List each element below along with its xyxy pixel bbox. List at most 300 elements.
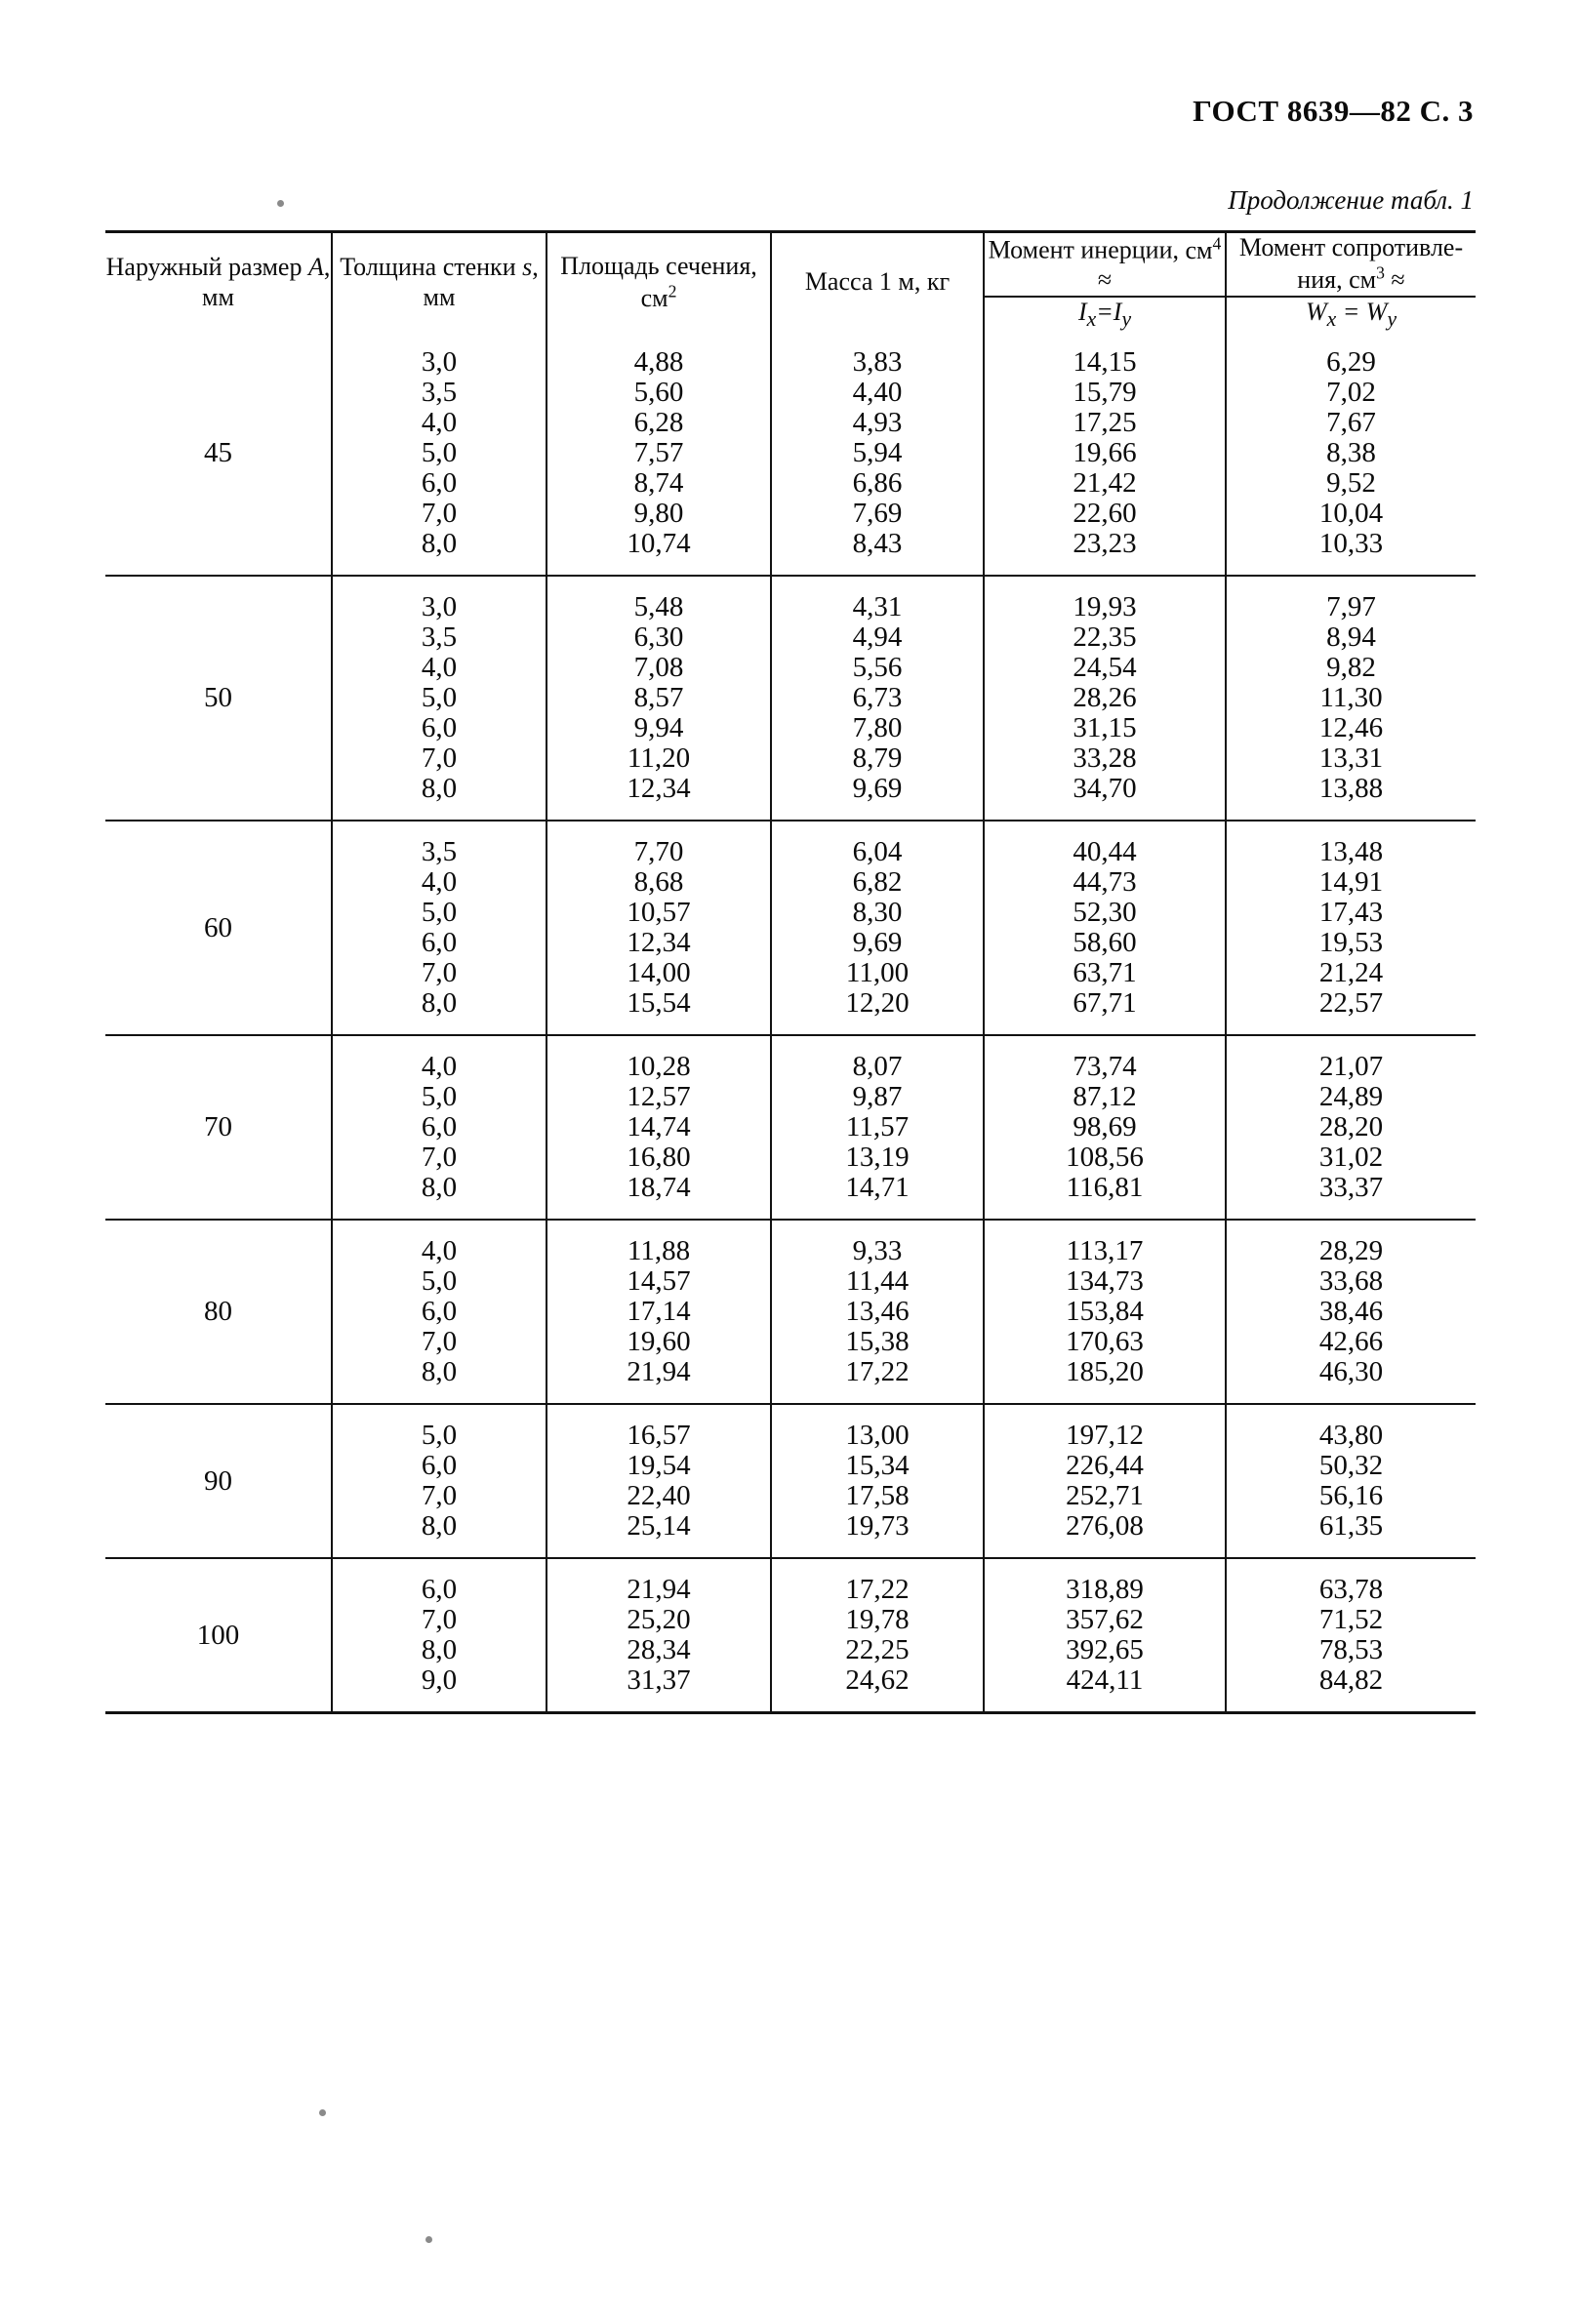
cell-moment-inertia: 276,08 [984,1511,1226,1542]
cell-mass: 19,73 [771,1511,984,1542]
group-spacer [105,1035,1476,1052]
cell-moment-resistance: 33,37 [1318,1172,1384,1204]
cell-moment-resistance: 6,29 [1326,346,1376,379]
cell-wall-thickness: 4,0 [332,867,547,898]
cell-moment-resistance: 46,30 [1318,1356,1384,1388]
cell-mass: 8,43 [771,529,984,559]
col-header-mass-line2: кг [926,267,951,297]
spacer-cell [771,821,984,837]
spacer-cell [1226,1220,1476,1236]
cell-mass: 22,25 [771,1635,984,1665]
group-size-60 [105,821,1476,1035]
spacer-cell [332,332,547,347]
group-size-70 [105,1035,1476,1220]
cell-moment-inertia: 44,73 [984,867,1226,898]
cell-wall-thickness: 5,0 [332,1266,547,1297]
group-spacer [105,1220,1476,1236]
cell-mass: 6,73 [771,683,984,713]
cell-section-area: 5,60 [547,378,771,408]
cell-wall-thickness: 3,5 [332,837,547,867]
cell-moment-resistance: 22,57 [1318,987,1384,1020]
cell-mass: 4,31 [771,592,984,622]
spacer-cell [984,1387,1226,1404]
cell-moment-resistance: 21,24 [1318,957,1384,989]
spacer-cell [547,1404,771,1421]
cell-wall-thickness: 5,0 [332,1082,547,1112]
cell-wall-thickness: 6,0 [332,1297,547,1327]
cell-moment-resistance: 13,88 [1318,773,1384,805]
cell-wall-thickness: 5,0 [332,438,547,468]
spacer-cell [332,1558,547,1575]
cell-moment-inertia: 33,28 [984,743,1226,774]
cell-moment-resistance: 9,82 [1326,652,1376,684]
spacer-cell [332,576,547,592]
cell-moment-resistance: 33,68 [1318,1265,1384,1298]
spacer-cell [984,1203,1226,1220]
cell-wall-thickness: 8,0 [332,988,547,1019]
spacer-cell [984,804,1226,821]
spacer-cell [771,1203,984,1220]
cell-moment-inertia: 63,71 [984,958,1226,988]
spacer-cell [984,1035,1226,1052]
spacer-cell [332,1019,547,1035]
cell-mass: 3,83 [771,347,984,378]
cell-section-area: 16,80 [547,1142,771,1173]
cell-mass: 14,71 [771,1173,984,1203]
cell-moment-resistance: 11,30 [1319,682,1383,714]
spacer-cell [1226,1542,1476,1558]
cell-moment-inertia: 28,26 [984,683,1226,713]
specs-table-container [105,230,1476,1717]
cell-mass: 5,56 [771,653,984,683]
col-header-wall-thickness [332,232,547,333]
cell-moment-inertia: 357,62 [984,1605,1226,1635]
spacer-cell [1226,804,1476,821]
group-size-100 [105,1558,1476,1713]
spacer-cell [547,1203,771,1220]
cell-moment-inertia: 58,60 [984,928,1226,958]
cell-moment-inertia: 24,54 [984,653,1226,683]
col-header-moment-resistance [1226,232,1476,298]
cell-mass: 24,62 [771,1665,984,1696]
cell-section-area: 12,34 [547,928,771,958]
cell-section-area: 21,94 [547,1357,771,1387]
cell-mass: 11,44 [771,1266,984,1297]
cell-wall-thickness: 4,0 [332,653,547,683]
group-size-90 [105,1404,1476,1558]
spacer-cell [771,1035,984,1052]
cell-mass: 11,00 [771,958,984,988]
cell-moment-inertia: 134,73 [984,1266,1226,1297]
cell-moment-resistance: 13,48 [1318,836,1384,868]
cell-wall-thickness: 8,0 [332,774,547,804]
col-header-moment-resistance-line2: сопротивле- [1331,233,1464,261]
cell-section-area: 25,14 [547,1511,771,1542]
spacer-cell [984,1558,1226,1575]
cell-moment-inertia: 73,74 [984,1052,1226,1082]
cell-mass: 17,58 [771,1481,984,1511]
cell-wall-thickness: 8,0 [332,1173,547,1203]
cell-wall-thickness: 8,0 [332,1635,547,1665]
spacer-cell [332,1035,547,1052]
cell-section-area: 9,94 [547,713,771,743]
cell-mass: 11,57 [771,1112,984,1142]
cell-section-area: 11,20 [547,743,771,774]
cell-mass: 8,07 [771,1052,984,1082]
spacer-cell [771,1387,984,1404]
cell-moment-inertia: 170,63 [984,1327,1226,1357]
cell-moment-resistance: 78,53 [1318,1634,1384,1666]
cell-moment-resistance: 71,52 [1318,1604,1384,1636]
cell-section-area: 6,28 [547,408,771,438]
cell-wall-thickness: 9,0 [332,1665,547,1696]
spacer-cell [1226,1696,1476,1713]
cell-moment-inertia: 226,44 [984,1451,1226,1481]
cell-moment-resistance: 24,89 [1318,1081,1384,1113]
col-header-moment-resistance-line1: Момент [1238,233,1326,261]
cell-mass: 9,33 [771,1236,984,1266]
cell-section-area: 19,60 [547,1327,771,1357]
cell-section-area: 12,34 [547,774,771,804]
cell-moment-resistance: 21,07 [1318,1051,1384,1083]
cell-wall-thickness: 3,5 [332,378,547,408]
cell-wall-thickness: 4,0 [332,1236,547,1266]
cell-section-area: 9,80 [547,499,771,529]
spacer-cell [984,1220,1226,1236]
spacer-cell [771,332,984,347]
cell-section-area: 17,14 [547,1297,771,1327]
cell-moment-inertia: 98,69 [984,1112,1226,1142]
cell-moment-resistance: 50,32 [1318,1450,1384,1482]
spacer-cell [1226,559,1476,576]
spacer-cell [547,1387,771,1404]
spacer-cell [332,559,547,576]
col-header-section-area-line2: сечения, $см^2$ [640,251,757,312]
cell-wall-thickness: 6,0 [332,928,547,958]
cell-wall-thickness: 7,0 [332,958,547,988]
spacer-cell [984,821,1226,837]
cell-moment-inertia: 392,65 [984,1635,1226,1665]
cell-moment-inertia: 185,20 [984,1357,1226,1387]
cell-moment-inertia: 19,66 [984,438,1226,468]
cell-moment-resistance: 56,16 [1318,1480,1384,1512]
scan-speck [319,2109,326,2116]
cell-outer-size: 80 [105,1220,332,1404]
cell-moment-inertia: 87,12 [984,1082,1226,1112]
col-header-moment-inertia-line1: Момент [988,235,1074,264]
cell-mass: 7,69 [771,499,984,529]
cell-moment-resistance: 31,02 [1318,1142,1384,1174]
col-header-symbol-inertia [984,297,1226,332]
cell-mass: 8,79 [771,743,984,774]
cell-mass: 9,87 [771,1082,984,1112]
cell-moment-inertia: 22,60 [984,499,1226,529]
spacer-cell [771,559,984,576]
cell-moment-inertia: 113,17 [984,1236,1226,1266]
cell-section-area: 10,74 [547,529,771,559]
cell-section-area: 19,54 [547,1451,771,1481]
cell-moment-inertia: 252,71 [984,1481,1226,1511]
spacer-cell [984,332,1226,347]
spacer-cell [547,332,771,347]
spacer-cell [547,576,771,592]
cell-moment-inertia: 52,30 [984,898,1226,928]
cell-mass: 6,86 [771,468,984,499]
cell-section-area: 14,57 [547,1266,771,1297]
cell-section-area: 22,40 [547,1481,771,1511]
spacer-cell [547,1220,771,1236]
col-header-wall-thickness-line2: стенки s, мм [423,252,539,311]
cell-section-area: 8,68 [547,867,771,898]
table-head [105,232,1476,333]
cell-wall-thickness: 8,0 [332,1511,547,1542]
cell-moment-inertia: 153,84 [984,1297,1226,1327]
cell-mass: 4,93 [771,408,984,438]
cell-mass: 6,04 [771,837,984,867]
spacer-cell [1226,332,1476,347]
cell-mass: 17,22 [771,1575,984,1605]
spacer-cell [1226,1558,1476,1575]
spacer-cell [547,559,771,576]
group-spacer [105,1404,1476,1421]
cell-section-area: 25,20 [547,1605,771,1635]
spacer-cell [547,1019,771,1035]
specs-table [105,230,1476,1717]
group-spacer [105,576,1476,592]
cell-moment-inertia: 34,70 [984,774,1226,804]
spacer-cell [984,1696,1226,1713]
cell-moment-resistance: 42,66 [1318,1326,1384,1358]
spacer-cell [771,1696,984,1713]
spacer-cell [332,1220,547,1236]
cell-section-area: 7,70 [547,837,771,867]
spacer-cell [984,576,1226,592]
cell-moment-inertia: 40,44 [984,837,1226,867]
cell-section-area: 21,94 [547,1575,771,1605]
spacer-cell [984,559,1226,576]
col-header-moment-inertia-line2: инерции, [1080,235,1180,264]
cell-moment-resistance: 7,67 [1326,407,1376,439]
cell-moment-inertia: 19,93 [984,592,1226,622]
spacer-cell [984,1404,1226,1421]
cell-moment-inertia: 108,56 [984,1142,1226,1173]
cell-wall-thickness: 3,0 [332,347,547,378]
spacer-cell [771,1019,984,1035]
cell-section-area: 18,74 [547,1173,771,1203]
spacer-cell [332,1542,547,1558]
cell-section-area: 10,57 [547,898,771,928]
cell-moment-inertia: 424,11 [984,1665,1226,1696]
spacer-cell [1226,1404,1476,1421]
cell-moment-resistance: 8,94 [1326,621,1376,654]
cell-moment-resistance: 10,33 [1318,528,1384,560]
spacer-cell [984,1542,1226,1558]
spacer-cell [771,1558,984,1575]
cell-section-area: 8,57 [547,683,771,713]
cell-wall-thickness: 3,0 [332,592,547,622]
spacer-cell [771,1220,984,1236]
group-size-80 [105,1220,1476,1404]
cell-wall-thickness: 7,0 [332,499,547,529]
spacer-cell [1226,1035,1476,1052]
cell-mass: 4,40 [771,378,984,408]
cell-wall-thickness: 6,0 [332,713,547,743]
cell-moment-inertia: 21,42 [984,468,1226,499]
cell-section-area: 7,57 [547,438,771,468]
cell-moment-inertia: 15,79 [984,378,1226,408]
scan-speck [425,2236,432,2243]
spacer-cell [1226,1019,1476,1035]
cell-section-area: 28,34 [547,1635,771,1665]
cell-wall-thickness: 5,0 [332,1421,547,1451]
cell-section-area: 14,00 [547,958,771,988]
cell-section-area: 12,57 [547,1082,771,1112]
cell-section-area: 4,88 [547,347,771,378]
spacer-cell [984,1019,1226,1035]
cell-moment-resistance: 43,80 [1318,1420,1384,1452]
cell-moment-resistance: 19,53 [1318,927,1384,959]
col-header-mass [771,232,984,333]
table-head-row-main [105,232,1476,298]
cell-moment-inertia: 22,35 [984,622,1226,653]
cell-mass: 13,46 [771,1297,984,1327]
cell-moment-resistance: 9,52 [1326,467,1376,500]
cell-moment-resistance: 28,29 [1318,1235,1384,1267]
cell-moment-resistance: 28,20 [1318,1111,1384,1143]
cell-moment-inertia: 197,12 [984,1421,1226,1451]
cell-mass: 9,69 [771,928,984,958]
cell-wall-thickness: 7,0 [332,1142,547,1173]
cell-wall-thickness: 5,0 [332,898,547,928]
cell-wall-thickness: 3,5 [332,622,547,653]
cell-section-area: 11,88 [547,1236,771,1266]
cell-mass: 19,78 [771,1605,984,1635]
group-size-45 [105,332,1476,576]
symbol-ix-iy: $I_x=I_y$ [1077,298,1132,332]
spacer-cell [547,1558,771,1575]
spacer-cell [1226,1387,1476,1404]
col-header-moment-inertia-line3: $см^4$ ≈ [1097,233,1222,295]
cell-mass: 15,38 [771,1327,984,1357]
symbol-wx-wy: $W_x = W_y$ [1305,298,1397,332]
cell-moment-inertia: 23,23 [984,529,1226,559]
spacer-cell [771,1404,984,1421]
cell-section-area: 31,37 [547,1665,771,1696]
col-header-outer-size-line1: Наружный [105,252,223,281]
spacer-cell [547,821,771,837]
spacer-cell [332,821,547,837]
spacer-cell [1226,821,1476,837]
spacer-cell [547,1542,771,1558]
cell-section-area: 6,30 [547,622,771,653]
cell-mass: 15,34 [771,1451,984,1481]
cell-moment-resistance: 12,46 [1318,712,1384,744]
cell-section-area: 10,28 [547,1052,771,1082]
cell-section-area: 15,54 [547,988,771,1019]
cell-mass: 7,80 [771,713,984,743]
cell-wall-thickness: 7,0 [332,1327,547,1357]
cell-wall-thickness: 7,0 [332,743,547,774]
cell-wall-thickness: 6,0 [332,1575,547,1605]
cell-wall-thickness: 6,0 [332,1112,547,1142]
cell-outer-size: 100 [105,1558,332,1713]
spacer-cell [1226,1203,1476,1220]
col-header-wall-thickness-line1: Толщина [340,252,437,281]
table-continuation-note: Продолжение табл. 1 [1228,185,1474,215]
cell-moment-resistance: 17,43 [1318,897,1384,929]
cell-outer-size: 90 [105,1404,332,1558]
cell-wall-thickness: 4,0 [332,408,547,438]
cell-wall-thickness: 6,0 [332,1451,547,1481]
scan-speck [277,200,284,207]
spacer-cell [771,1542,984,1558]
cell-moment-resistance: 7,02 [1326,377,1376,409]
cell-moment-inertia: 17,25 [984,408,1226,438]
cell-outer-size: 70 [105,1035,332,1220]
cell-moment-inertia: 67,71 [984,988,1226,1019]
cell-moment-inertia: 31,15 [984,713,1226,743]
cell-mass: 13,00 [771,1421,984,1451]
cell-mass: 4,94 [771,622,984,653]
cell-moment-resistance: 84,82 [1318,1664,1384,1697]
group-spacer [105,821,1476,837]
bottom-rule-cell [105,1713,1476,1717]
cell-moment-resistance: 63,78 [1318,1574,1384,1606]
cell-moment-resistance: 13,31 [1318,742,1384,775]
cell-mass: 8,30 [771,898,984,928]
cell-wall-thickness: 8,0 [332,1357,547,1387]
spacer-cell [547,1696,771,1713]
cell-moment-resistance: 61,35 [1318,1510,1384,1543]
cell-mass: 13,19 [771,1142,984,1173]
cell-moment-inertia: 14,15 [984,347,1226,378]
cell-wall-thickness: 4,0 [332,1052,547,1082]
cell-outer-size: 50 [105,576,332,821]
cell-wall-thickness: 5,0 [332,683,547,713]
cell-mass: 9,69 [771,774,984,804]
cell-section-area: 8,74 [547,468,771,499]
cell-moment-inertia: 116,81 [984,1173,1226,1203]
cell-section-area: 7,08 [547,653,771,683]
cell-moment-resistance: 38,46 [1318,1296,1384,1328]
cell-mass: 17,22 [771,1357,984,1387]
cell-section-area: 5,48 [547,592,771,622]
cell-outer-size: 45 [105,332,332,576]
page-header: ГОСТ 8639—82 С. 3 [1193,94,1474,128]
spacer-cell [332,1387,547,1404]
col-header-moment-resistance-line3: ния, $см^3$ ≈ [1297,262,1405,295]
cell-mass: 12,20 [771,988,984,1019]
col-header-symbol-resistance [1226,297,1476,332]
cell-wall-thickness: 7,0 [332,1481,547,1511]
cell-wall-thickness: 7,0 [332,1605,547,1635]
col-header-section-area [547,232,771,333]
spacer-cell [332,1696,547,1713]
col-header-section-area-line1: Площадь [560,251,660,280]
cell-mass: 6,82 [771,867,984,898]
spacer-cell [771,576,984,592]
spacer-cell [332,1203,547,1220]
spacer-cell [332,804,547,821]
col-header-outer-size-line2: размер A, мм [202,252,331,311]
cell-outer-size: 60 [105,821,332,1035]
col-header-mass-line1: Масса 1 м, [804,267,921,297]
cell-wall-thickness: 6,0 [332,468,547,499]
cell-section-area: 16,57 [547,1421,771,1451]
group-spacer [105,1558,1476,1575]
cell-moment-resistance: 14,91 [1318,866,1384,899]
cell-moment-resistance: 10,04 [1318,498,1384,530]
